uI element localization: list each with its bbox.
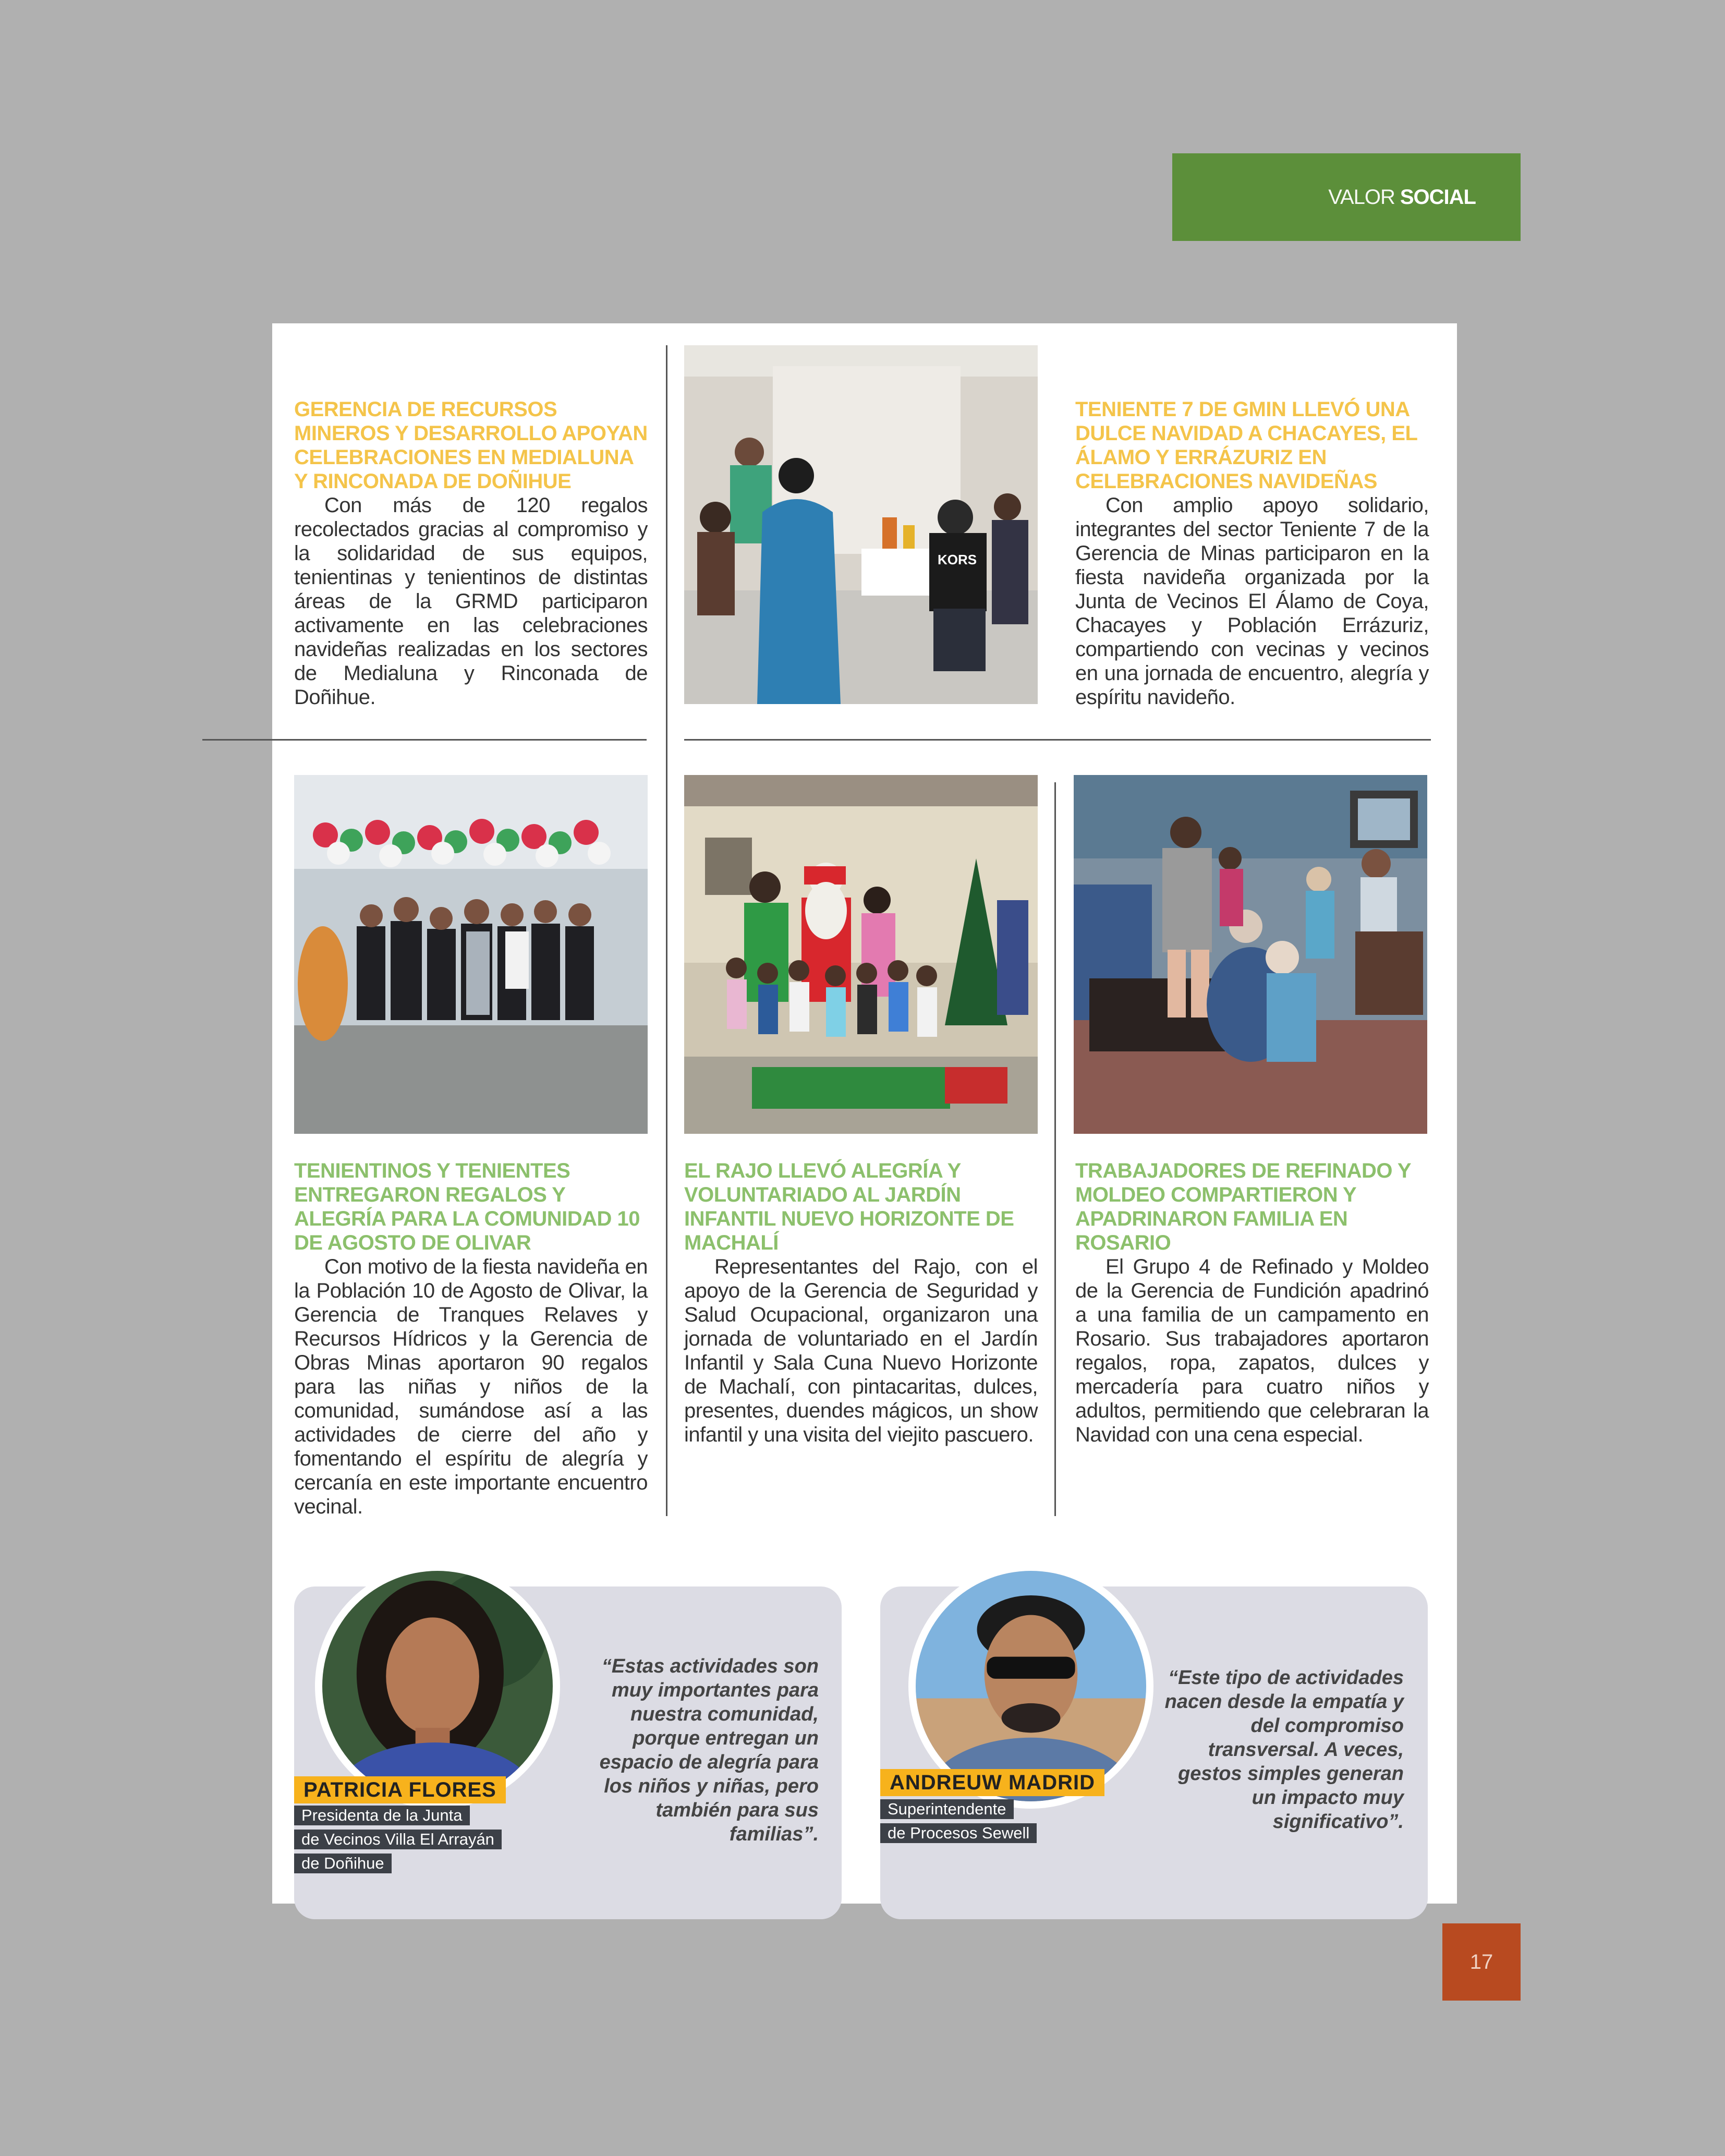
column-divider	[1054, 782, 1056, 1516]
name-tag-andreuw: ANDREUW MADRID	[880, 1769, 1104, 1796]
photo-rosario-family	[1074, 775, 1427, 1134]
portrait-patricia-flores	[315, 1564, 560, 1809]
section-tab	[1172, 153, 1521, 241]
photo-jardin-infantil	[684, 775, 1038, 1134]
row-divider	[202, 739, 647, 741]
page-number: 17	[1442, 1923, 1521, 2001]
story-headline: TENIENTE 7 DE GMIN LLEVÓ UNA DULCE NAVIDAD A CHACAYES, EL ÁLAMO Y ERRÁZURIZ EN CELEBRACIONES NAVIDEÑAS	[1075, 398, 1417, 493]
story-body: Con amplio apoyo solidario, integrantes del sector Teniente 7 de la Gerencia de Minas participaron en la fiesta navideña organizada por la Junta de Vecinos El Álamo de Coya, Chacayes y Población Errázuriz, compartiendo con vecinas y vecinos en una jornada de encuentro, alegría y espíritu navideño.	[1075, 494, 1429, 709]
role-line: de Procesos Sewell	[880, 1823, 1037, 1843]
story-el-rajo	[684, 1159, 1038, 1447]
story-body: Representantes del Rajo, con el apoyo de la Gerencia de Seguridad y Salud Ocupacional, organizaron una jornada de voluntariado en el Jardín Infantil y Sala Cuna Nuevo Horizonte de Machalí, con pintacaritas, dulces, presentes, duendes mágicos, un show infantil y una visita del viejito pascuero.	[684, 1255, 1038, 1446]
section-label-bold: SOCIAL	[1400, 185, 1476, 209]
story-refinado-moldeo	[1075, 1159, 1429, 1447]
photo-indoor-celebration	[684, 345, 1038, 704]
role-line: Presidenta de la Junta	[294, 1806, 470, 1825]
story-headline: TENIENTINOS Y TENIENTES ENTREGARON REGALOS Y ALEGRÍA PARA LA COMUNIDAD 10 DE AGOSTO DE OLIVAR	[294, 1159, 640, 1254]
story-body: El Grupo 4 de Refinado y Moldeo de la Gerencia de Fundición apadrinó a una familia de un campamento en Rosario. Sus trabajadores aportaron regalos, ropa, zapatos, dulces y mercadería para cuatro niños y adultos, permitiendo que celebraran la Navidad con una cena especial.	[1075, 1255, 1429, 1446]
column-divider	[666, 345, 667, 1516]
story-headline: TRABAJADORES DE REFINADO Y MOLDEO COMPARTIERON Y APADRINARON FAMILIA EN ROSARIO	[1075, 1159, 1411, 1254]
story-teniente7	[1075, 397, 1429, 709]
name-tag-patricia: PATRICIA FLORES	[294, 1776, 506, 1803]
story-headline: GERENCIA DE RECURSOS MINEROS Y DESARROLLO APOYAN CELEBRACIONES EN MEDIALUNA Y RINCONADA DE DOÑIHUE	[294, 398, 648, 493]
role-line: Superintendente	[880, 1799, 1014, 1819]
quote-patricia: “Estas actividades son muy importantes para nuestra comunidad, porque entregan un espacio de alegría para los niños y niñas, pero también para sus familias”.	[599, 1655, 819, 1845]
story-olivar	[294, 1159, 648, 1519]
role-line: de Doñihue	[294, 1854, 392, 1873]
role-line: de Vecinos Villa El Arrayán	[294, 1830, 502, 1849]
photo-shirt-text: KORS	[938, 552, 977, 567]
section-label-light: VALOR	[1328, 185, 1395, 209]
photo-olivar-group	[294, 775, 648, 1134]
story-grmd	[294, 397, 648, 709]
quote-andreuw: “Este tipo de actividades nacen desde la empatía y del compromiso transversal. A veces, gestos simples generan un impacto muy significativo”.	[1164, 1667, 1404, 1833]
story-body: Con más de 120 regalos recolectados gracias al compromiso y la solidaridad de sus equipos, tenientinas y tenientinos de distintas áreas de la GRMD participaron activamente en las celebraciones navideñas realizadas en los sectores de Medialuna y Rinconada de Doñihue.	[294, 494, 648, 709]
story-headline: EL RAJO LLEVÓ ALEGRÍA Y VOLUNTARIADO AL JARDÍN INFANTIL NUEVO HORIZONTE DE MACHALÍ	[684, 1159, 1014, 1254]
story-body: Con motivo de la fiesta navideña en la Población 10 de Agosto de Olivar, la Gerencia de Tranques Relaves y Recursos Hídricos y la Gerencia de Obras Minas aportaron 90 regalos para las niñas y niños de la comunidad, sumándose así a las actividades de cierre del año y fomentando el espíritu de alegría y cercanía en este importante encuentro vecinal.	[294, 1255, 648, 1518]
row-divider	[684, 739, 1431, 741]
